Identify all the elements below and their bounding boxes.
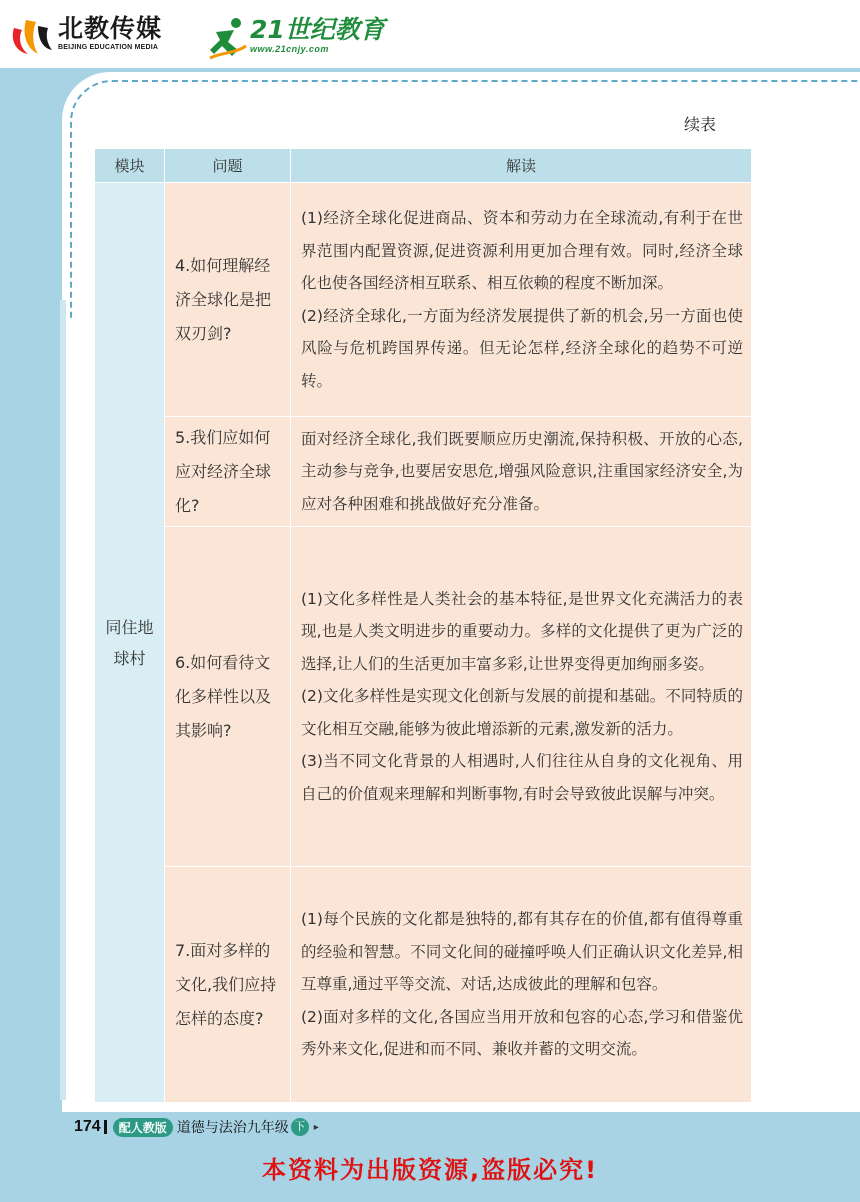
edition-badge: 配人教版 — [113, 1118, 173, 1137]
answer-paragraph: (3)当不同文化背景的人相遇时,人们往往从自身的文化视角、用自己的价值观来理解和判断事物,有时会导致彼此误解与冲突。 — [301, 752, 743, 803]
table-row — [95, 417, 752, 527]
volume-badge: 下 — [291, 1118, 309, 1136]
21cnjy-logo — [208, 16, 385, 60]
page-footer — [74, 1115, 319, 1139]
answer-cell — [291, 183, 752, 417]
logo-english-name: BEIJING EDUCATION MEDIA — [58, 44, 159, 51]
footer-separator — [104, 1120, 107, 1134]
answer-cell — [291, 867, 752, 1103]
copyright-banner: 本资料为出版资源,盗版必究! — [261, 1156, 599, 1184]
arrow-right-icon: ▸ — [313, 1121, 319, 1133]
side-stripe — [60, 300, 66, 1100]
content-table — [94, 148, 752, 1103]
logo-chinese-name: 北教传媒 — [58, 14, 163, 43]
table-header-row — [95, 149, 752, 183]
answer-paragraph: (2)文化多样性是实现文化创新与发展的前提和基础。不同特质的文化相互交融,能够为彼此增添新的元素,激发新的活力。 — [301, 687, 743, 738]
module-label: 同住地球村 — [105, 617, 154, 668]
page-header — [0, 0, 860, 68]
table-row — [95, 867, 752, 1103]
running-figure-icon — [208, 16, 248, 60]
table-row — [95, 183, 752, 417]
answer-paragraph: (2)经济全球化,一方面为经济发展提供了新的机会,另一方面也使风险与危机跨国界传递。但无论怎样,经济全球化的趋势不可逆转。 — [301, 306, 743, 390]
question-cell: 7.面对多样的文化,我们应持怎样的态度? — [165, 867, 291, 1103]
beijing-education-media-logo — [8, 14, 162, 58]
answer-paragraph: (2)面对多样的文化,各国应当用开放和包容的心态,学习和借鉴优秀外来文化,促进和而不同、兼收并蓄的文明交流。 — [301, 1007, 743, 1059]
answer-paragraph: (1)文化多样性是人类社会的基本特征,是世界文化充满活力的表现,也是人类文明进步的重要动力。多样的文化提供了更为广泛的选择,让人们的生活更加丰富多彩,让世界变得更加绚丽多姿。 — [301, 589, 743, 673]
logo2-title: 21世纪教育 — [250, 15, 385, 44]
beijing-education-logo-icon — [8, 14, 54, 58]
table-row — [95, 527, 752, 867]
header-module: 模块 — [95, 149, 165, 183]
module-cell — [95, 183, 165, 1103]
subject-label: 道德与法治九年级 — [176, 1120, 289, 1136]
question-cell: 5.我们应如何应对经济全球化? — [165, 417, 291, 527]
answer-paragraph: 面对经济全球化,我们既要顺应历史潮流,保持积极、开放的心态,主动参与竞争,也要居安思危,增强风险意识,注重国家经济安全,为应对各种困难和挑战做好充分准备。 — [301, 429, 743, 513]
header-question: 问题 — [165, 149, 291, 183]
continued-table-label: 续表 — [684, 115, 717, 134]
question-cell: 4.如何理解经济全球化是把双刃剑? — [165, 183, 291, 417]
header-answer: 解读 — [291, 149, 752, 183]
answer-cell — [291, 527, 752, 867]
answer-cell — [291, 417, 752, 527]
answer-paragraph: (1)每个民族的文化都是独特的,都有其存在的价值,都有值得尊重的经验和智慧。不同文化间的碰撞呼唤人们正确认识文化差异,相互尊重,通过平等交流、对话,达成彼此的理解和包容。 — [301, 910, 743, 994]
page-number: 174 — [74, 1118, 101, 1135]
logo2-url: www.21cnjy.com — [250, 44, 329, 54]
question-cell: 6.如何看待文化多样性以及其影响? — [165, 527, 291, 867]
answer-paragraph: (1)经济全球化促进商品、资本和劳动力在全球流动,有利于在世界范围内配置资源,促进资源利用更加合理有效。同时,经济全球化也使各国经济相互联系、相互依赖的程度不断加深。 — [301, 209, 743, 292]
